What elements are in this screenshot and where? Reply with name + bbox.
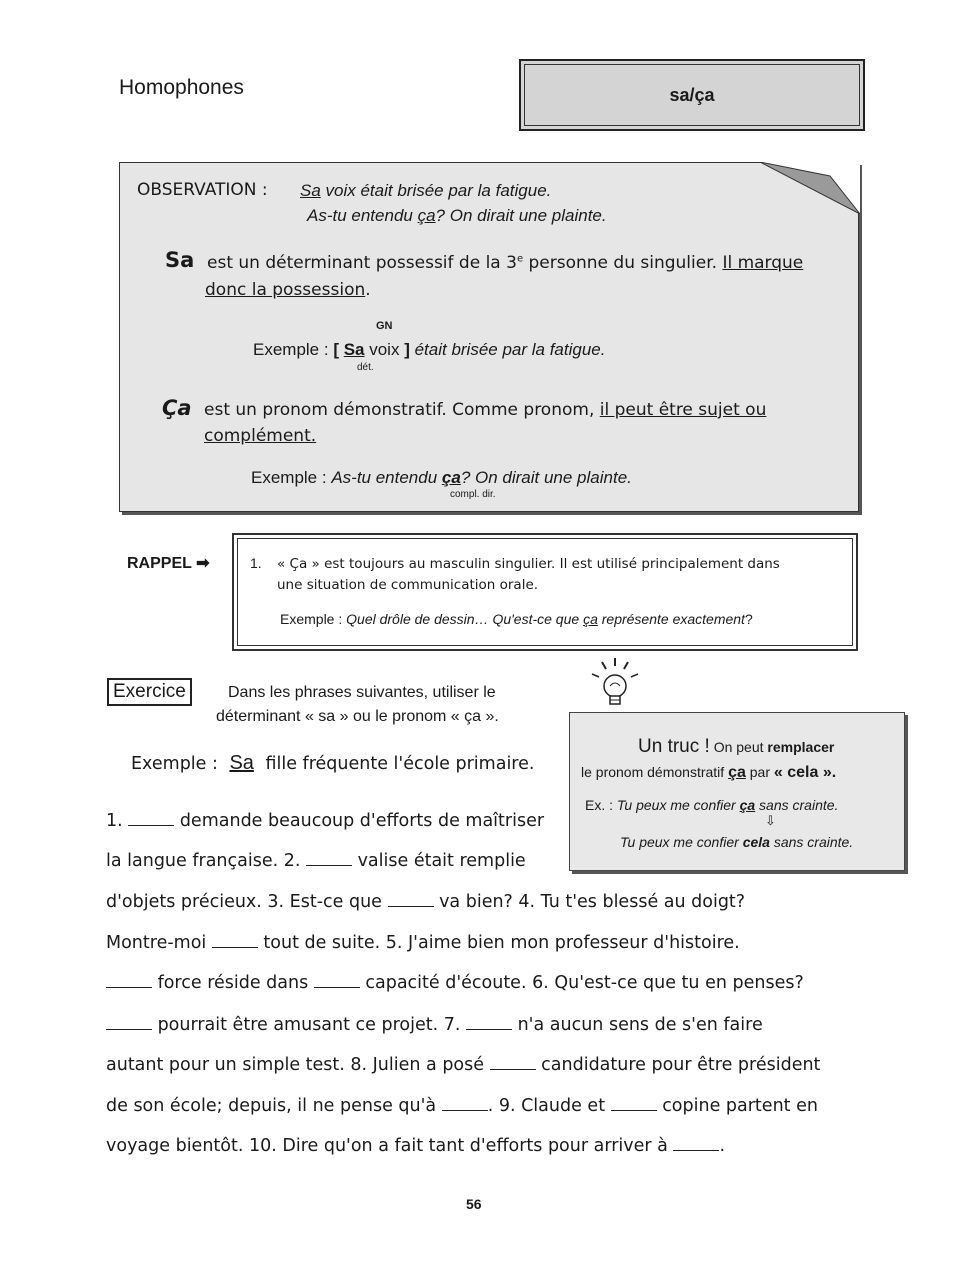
exercise-line-4: Montre-moi tout de suite. 5. J'aime bien mon professeur d'histoire.: [106, 933, 740, 953]
topic-box: [519, 59, 865, 131]
answer-blank[interactable]: [106, 1014, 152, 1030]
exercice-label: Exercice: [107, 678, 192, 706]
answer-blank[interactable]: [314, 972, 360, 988]
exercice-instruction-2: déterminant « sa » ou le pronom « ça ».: [216, 708, 499, 725]
rappel-number: 1.: [250, 555, 262, 571]
ca-definition: est un pronom démonstratif. Comme pronom, il peut être sujet ou: [204, 400, 767, 420]
sa-heading: Sa: [165, 248, 195, 272]
observation-label: OBSERVATION :: [137, 180, 268, 200]
ca-definition-cont: complément.: [204, 426, 317, 446]
observation-sentence-1: Sa voix était brisée par la fatigue.: [300, 181, 552, 200]
exercice-example: Exemple : Sa fille fréquente l'école primaire.: [131, 752, 535, 774]
down-arrow-icon: ⇩: [765, 813, 776, 828]
exercise-line-2: la langue française. 2. valise était remplie: [106, 851, 526, 871]
ca-heading: Ça: [162, 396, 192, 420]
topic-title: sa/ça: [524, 64, 860, 126]
answer-blank[interactable]: [306, 850, 352, 866]
answer-blank[interactable]: [611, 1095, 657, 1111]
answer-blank[interactable]: [106, 972, 152, 988]
exercice-instruction-1: Dans les phrases suivantes, utiliser le: [228, 684, 496, 701]
lightbulb-icon: [588, 656, 642, 716]
sa-example: Exemple : [ Sa voix ] était brisée par la fatigue.: [253, 340, 606, 359]
rappel-label: RAPPEL ➡: [127, 555, 210, 572]
observation-sentence-2: As-tu entendu ça? On dirait une plainte.: [307, 206, 607, 225]
exercise-line-3: d'objets précieux. 3. Est-ce que va bien? 4. Tu t'es blessé au doigt?: [106, 892, 746, 912]
ca-example: Exemple : As-tu entendu ça? On dirait une plainte.: [251, 468, 632, 487]
answer-blank[interactable]: [442, 1095, 488, 1111]
answer-blank[interactable]: [673, 1135, 719, 1151]
tip-heading: Un truc ! On peut remplacer: [638, 736, 835, 757]
exercise-line-7: autant pour un simple test. 8. Julien a posé candidature pour être président: [106, 1055, 821, 1075]
gn-label: GN: [376, 320, 393, 332]
ca-word: ça: [417, 206, 436, 225]
page-number: 56: [466, 1196, 482, 1212]
rappel-text-1: « Ça » est toujours au masculin singulier. Il est utilisé principalement dans: [277, 556, 780, 572]
answer-blank[interactable]: [466, 1014, 512, 1030]
exercise-line-9: voyage bientôt. 10. Dire qu'on a fait tant d'efforts pour arriver à .: [106, 1136, 726, 1156]
rappel-example: Exemple : Quel drôle de dessin… Qu'est-ce que ça représente exactement?: [280, 611, 753, 627]
folded-corner-icon: [760, 162, 860, 214]
tip-text: le pronom démonstratif ça par « cela ».: [581, 764, 837, 781]
tip-example-2: Tu peux me confier cela sans crainte.: [620, 834, 854, 850]
sa-definition-cont: donc la possession.: [205, 280, 371, 300]
exercise-line-5: force réside dans capacité d'écoute. 6. Qu'est-ce que tu en penses?: [106, 972, 804, 993]
tip-example-1: Ex. : Tu peux me confier ça sans crainte.: [585, 797, 839, 813]
compl-label: compl. dir.: [450, 489, 496, 500]
answer-blank[interactable]: [388, 891, 434, 907]
det-label: dét.: [357, 362, 374, 373]
sa-definition: est un déterminant possessif de la 3e personne du singulier. Il marque: [207, 253, 804, 273]
sa-word: Sa: [300, 181, 321, 200]
exercise-line-8: de son école; depuis, il ne pense qu'à . 9. Claude et copine partent en: [106, 1096, 818, 1116]
answer-blank[interactable]: [128, 810, 174, 826]
section-title: Homophones: [119, 76, 244, 99]
exercise-line-1: 1. demande beaucoup d'efforts de maîtriser: [106, 811, 545, 831]
rappel-text-2: une situation de communication orale.: [277, 577, 539, 593]
arrow-right-icon: ➡: [196, 555, 210, 572]
exercise-line-6: pourrait être amusant ce projet. 7. n'a aucun sens de s'en faire: [106, 1014, 763, 1035]
answer-blank[interactable]: [212, 932, 258, 948]
answer-blank[interactable]: [490, 1054, 536, 1070]
